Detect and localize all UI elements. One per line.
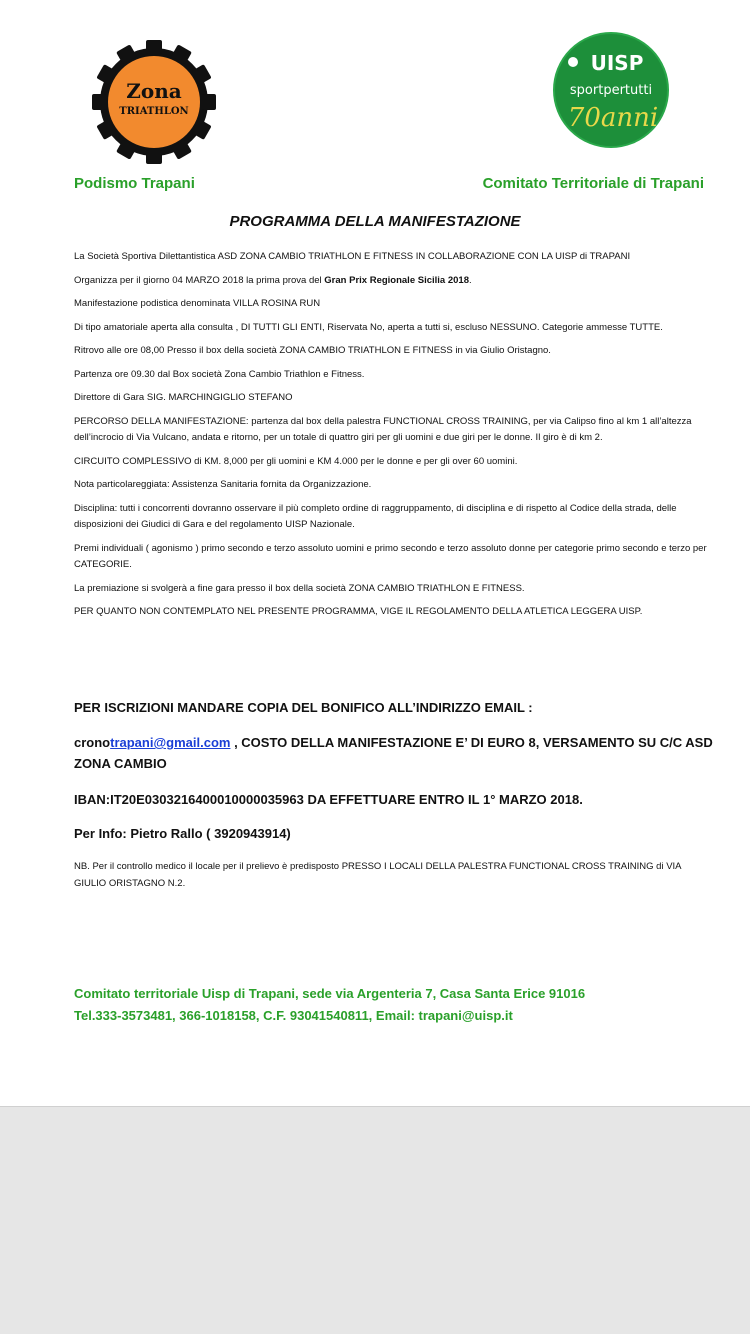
gran-prix-name: Gran Prix Regionale Sicilia 2018 (324, 274, 469, 286)
svg-text:Zona: Zona (126, 79, 182, 103)
registration-heading: PER ISCRIZIONI MANDARE COPIA DEL BONIFICO ALL’INDIRIZZO EMAIL : (74, 700, 533, 715)
registration-cost: cronotrapani@gmail.com , COSTO DELLA MANIFESTAZIONE E’ DI EURO 8, VERSAMENTO SU C/C ASD ZONA CAMBIO (74, 735, 713, 771)
org-right-name: Comitato Territoriale di Trapani (482, 175, 704, 192)
svg-text:70anni: 70anni (567, 103, 659, 133)
footer-contacts: Tel.333-3573481, 366-1018158, C.F. 93041540811, Email: trapani@uisp.it (74, 1008, 513, 1023)
paragraph-meeting: Ritrovo alle ore 08,00 Presso il box della società ZONA CAMBIO TRIATHLON E FITNESS in via Giulio Oristagno. (74, 345, 551, 356)
nb-note: NB. Per il controllo medico il locale per il prelievo è predisposto PRESSO I LOCALI DELLA PALESTRA FUNCTIONAL CROSS TRAINING di VIA GIULIO ORISTAGNO N.2. (74, 861, 681, 889)
paragraph-director: Direttore di Gara SIG. MARCHINGIGLIO STEFANO (74, 392, 293, 403)
org-left-name: Podismo Trapani (74, 175, 195, 192)
info-line: Per Info: Pietro Rallo ( 3920943914) (74, 826, 291, 841)
uisp-logo (553, 32, 669, 148)
paragraph-regulation: PER QUANTO NON CONTEMPLATO NEL PRESENTE PROGRAMMA, VIGE IL REGOLAMENTO DELLA ATLETICA LEGGERA UISP. (74, 606, 643, 617)
svg-text:TRIATHLON: TRIATHLON (119, 106, 189, 117)
page-title: PROGRAMMA DELLA MANIFESTAZIONE (229, 213, 521, 230)
paragraph-type: Di tipo amatoriale aperta alla consulta , DI TUTTI GLI ENTI, Riservata No, aperta a tutti si, escluso NESSUNO. Categorie ammesse TUTTE. (74, 321, 663, 333)
paragraph-award-ceremony: La premiazione si svolgerà a fine gara presso il box della società ZONA CAMBIO TRIATHLON E FITNESS. (74, 582, 525, 594)
paragraph-note: Nota particolareggiata: Assistenza Sanitaria fornita da Organizzazione. (74, 479, 372, 490)
paragraph-organizer: La Società Sportiva Dilettantistica ASD ZONA CAMBIO TRIATHLON E FITNESS IN COLLABORAZIONE CON LA UISP di TRAPANI (74, 251, 631, 262)
paragraph-event-name: Manifestazione podistica denominata VILLA ROSINA RUN (74, 298, 321, 309)
paragraph-prizes: Premi individuali ( agonismo ) primo secondo e terzo assoluto uomini e primo secondo e terzo assoluto donne per categorie primo secondo e terzo per CATEGORIE. (74, 542, 707, 570)
iban-line: IBAN:IT20E0303216400010000035963 DA EFFETTUARE ENTRO IL 1° MARZO 2018. (74, 792, 583, 807)
paragraph-discipline: Disciplina: tutti i concorrenti dovranno osservare il più completo ordine di raggruppamento, di disciplina e di rispetto al Codice della strada, delle disposizioni dei Giudici di Gara e del regolamento UISP Nazionale. (74, 502, 677, 530)
program-body (74, 249, 710, 628)
paragraph-route: PERCORSO DELLA MANIFESTAZIONE: partenza dal box della palestra FUNCTIONAL CROSS TRAINING, per via Calipso fino al km 1 all’altezza dell’incrocio di Via Vulcano, andata e ritorno, per un totale di quattro giri per gli uomini e due giri per le donne. Il giro è di km 2. (74, 415, 692, 443)
svg-text:UISP: UISP (590, 51, 644, 75)
paragraph-date: Organizza per il giorno 04 MARZO 2018 la prima prova del Gran Prix Regionale Sicilia 2018. (74, 274, 472, 286)
footer-address: Comitato territoriale Uisp di Trapani, sede via Argenteria 7, Casa Santa Erice 91016 (74, 986, 586, 1001)
zona-triathlon-logo (92, 40, 216, 164)
paragraph-circuit: CIRCUITO COMPLESSIVO di KM. 8,000 per gli uomini e KM 4.000 per le donne e per gli over 60 uomini. (74, 455, 518, 467)
svg-text:sportpertutti: sportpertutti (569, 83, 653, 98)
email-link[interactable]: trapani@gmail.com (110, 735, 231, 750)
paragraph-start: Partenza ore 09.30 dal Box società Zona Cambio Triathlon e Fitness. (74, 368, 365, 380)
